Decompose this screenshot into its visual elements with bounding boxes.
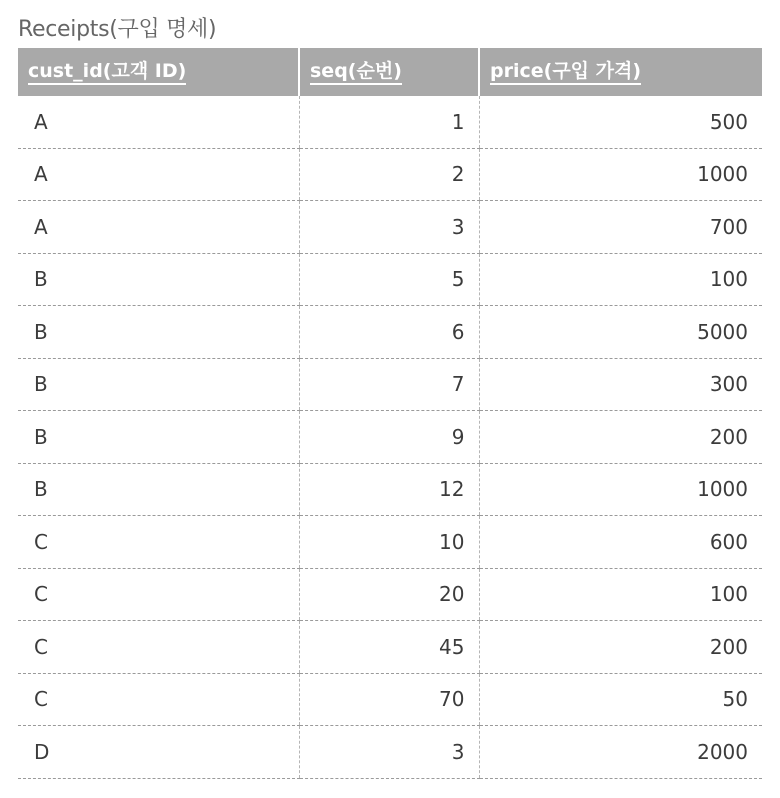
cust-id-cell: B xyxy=(18,358,299,411)
cust-id-cell: C xyxy=(18,568,299,621)
column-header-seq: seq(순번) xyxy=(299,48,479,96)
price-cell: 100 xyxy=(479,568,762,621)
seq-cell: 9 xyxy=(299,411,479,464)
price-cell: 200 xyxy=(479,621,762,674)
table-caption: Receipts(구입 명세) xyxy=(18,17,217,42)
table-row xyxy=(18,148,762,201)
price-cell: 50 xyxy=(479,673,762,726)
cust-id-cell: A xyxy=(18,201,299,254)
seq-cell: 2 xyxy=(299,148,479,201)
cust-id-cell: B xyxy=(18,411,299,464)
seq-cell: 20 xyxy=(299,568,479,621)
price-cell: 700 xyxy=(479,201,762,254)
column-header-cust-id: cust_id(고객 ID) xyxy=(18,48,299,96)
cust-id-cell: B xyxy=(18,253,299,306)
table-row xyxy=(18,726,762,779)
cust-id-cell: C xyxy=(18,621,299,674)
cust-id-cell: C xyxy=(18,516,299,569)
price-cell: 1000 xyxy=(479,148,762,201)
cust-id-cell: A xyxy=(18,148,299,201)
receipts-table xyxy=(18,48,762,779)
price-cell: 1000 xyxy=(479,463,762,516)
cust-id-cell: D xyxy=(18,726,299,779)
table-row xyxy=(18,463,762,516)
table-row xyxy=(18,96,762,148)
seq-cell: 1 xyxy=(299,96,479,148)
seq-cell: 7 xyxy=(299,358,479,411)
price-cell: 500 xyxy=(479,96,762,148)
seq-cell: 5 xyxy=(299,253,479,306)
table-row xyxy=(18,411,762,464)
table-row xyxy=(18,306,762,359)
price-cell: 5000 xyxy=(479,306,762,359)
table-row xyxy=(18,358,762,411)
price-cell: 100 xyxy=(479,253,762,306)
seq-cell: 3 xyxy=(299,201,479,254)
price-cell: 600 xyxy=(479,516,762,569)
seq-cell: 70 xyxy=(299,673,479,726)
price-cell: 200 xyxy=(479,411,762,464)
table-row xyxy=(18,673,762,726)
price-cell: 2000 xyxy=(479,726,762,779)
seq-cell: 3 xyxy=(299,726,479,779)
cust-id-cell: B xyxy=(18,463,299,516)
column-header-price: price(구입 가격) xyxy=(479,48,762,96)
table-row xyxy=(18,253,762,306)
seq-cell: 12 xyxy=(299,463,479,516)
table-row xyxy=(18,621,762,674)
seq-cell: 45 xyxy=(299,621,479,674)
seq-cell: 6 xyxy=(299,306,479,359)
price-cell: 300 xyxy=(479,358,762,411)
seq-cell: 10 xyxy=(299,516,479,569)
cust-id-cell: B xyxy=(18,306,299,359)
cust-id-cell: A xyxy=(18,96,299,148)
cust-id-cell: C xyxy=(18,673,299,726)
header-row xyxy=(18,48,762,96)
table-row xyxy=(18,516,762,569)
table-row xyxy=(18,568,762,621)
table-row xyxy=(18,201,762,254)
